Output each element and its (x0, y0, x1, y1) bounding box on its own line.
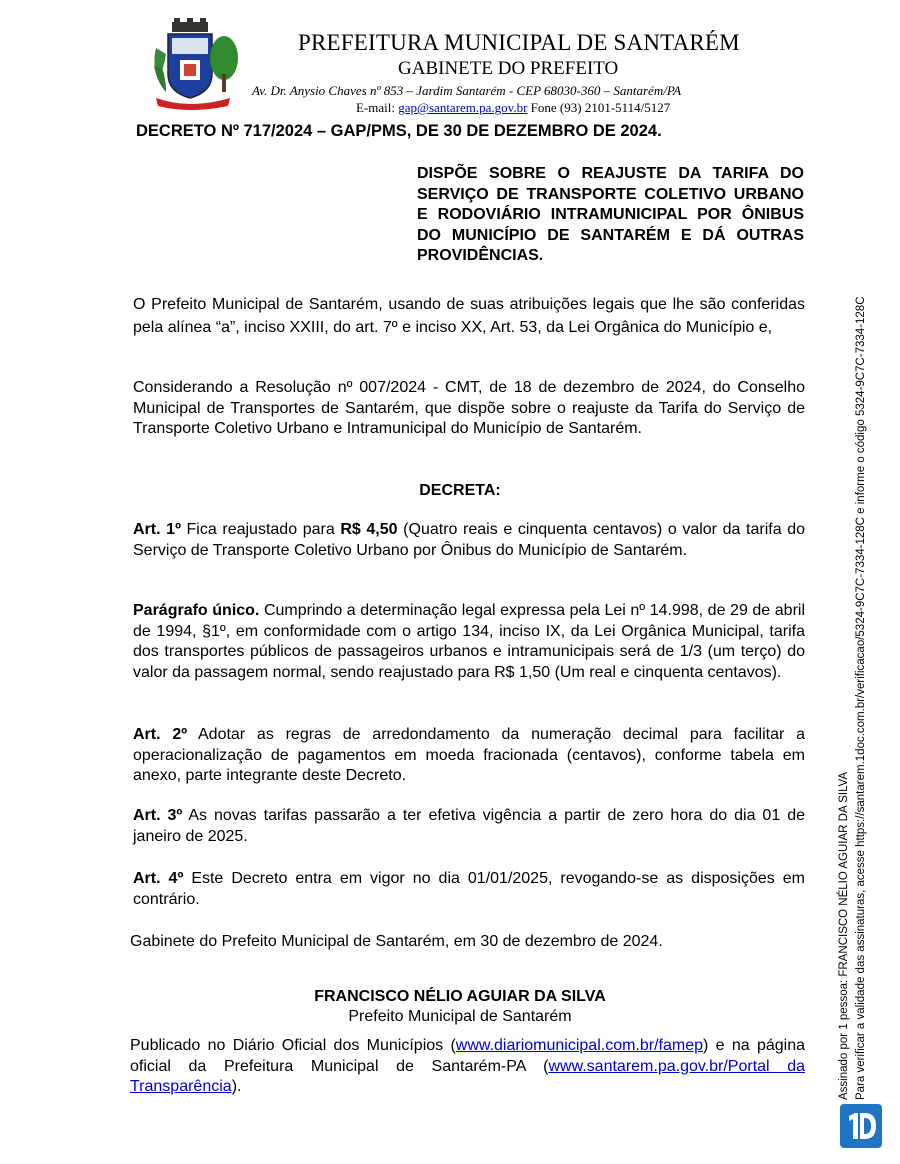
signature-stamp-signed-by: Assinado por 1 pessoa: FRANCISCO NÉLIO AGUIAR DA SILVA (838, 771, 850, 1100)
publication-text-b: ) e na página oficial da Prefeitura Municipal de Santarém-PA ( (130, 1037, 806, 1075)
portal-transparencia-link[interactable]: www.santarem.pa.gov.br/Portal da Transparência (130, 1057, 805, 1095)
decree-ementa: DISPÕE SOBRE O REAJUSTE DA TARIFA DO SERVIÇO DE TRANSPORTE COLETIVO URBANO E RODOVIÁRIO INTRAMUNICIPAL POR ÔNIBUS DO MUNICÍPIO DE SANTARÉM E DÁ OUTRAS PROVIDÊNCIAS. (417, 165, 804, 264)
preamble-paragraph: O Prefeito Municipal de Santarém, usando de suas atribuições legais que lhe são conferidas pela alínea “a”, inciso XXIII, do art. 7º e inciso XX, Art. 53, da Lei Orgânica do Município e, (133, 296, 805, 336)
article-1-text-a: Fica reajustado para (180, 521, 341, 538)
article-4 (133, 869, 805, 910)
decree-title: DECRETO Nº 717/2024 – GAP/PMS, DE 30 DE DEZEMBRO DE 2024. (136, 122, 662, 140)
email-link[interactable]: gap@santarem.pa.gov.br (398, 100, 528, 115)
publication-text-c: ). (231, 1078, 242, 1095)
article-1-value: R$ 4,50 (340, 521, 398, 538)
article-2-label: Art. 2º (133, 726, 188, 743)
letterhead (150, 14, 790, 115)
article-1 (133, 520, 805, 561)
signature-stamp (836, 296, 880, 1120)
header-contact (356, 100, 670, 116)
signer-name: FRANCISCO NÉLIO AGUIAR DA SILVA (314, 988, 606, 1005)
article-2-text: Adotar as regras de arredondamento da numeração decimal para facilitar a operacionalização de pagamentos em moeda fracionada (centavos), conforme tabela em anexo, parte integrante deste Decreto. (133, 726, 805, 784)
publication-text-a: Publicado no Diário Oficial dos Municípios ( (130, 1037, 456, 1054)
paragrafo-unico (133, 601, 805, 683)
header-address: Av. Dr. Anysio Chaves nº 853 – Jardim Santarém - CEP 68030-360 – Santarém/PA (252, 83, 682, 98)
publication-note (130, 1036, 805, 1098)
1doc-logo-icon (840, 1104, 882, 1148)
paragrafo-unico-text: Cumprindo a determinação legal expressa pela Lei nº 14.998, de 29 de abril de 1994, §1º, em conformidade com o artigo 134, inciso IX, da Lei Orgânica Municipal, tarifa dos transportes públicos de passageiros urbanos e intramunicipais será de 1/3 (um terço) do valor da passagem normal, sendo reajustado para R$ 1,50 (Um real e cinquenta centavos). (133, 602, 806, 681)
decreta-heading: DECRETA: (419, 482, 501, 499)
municipal-coat-of-arms (150, 18, 240, 110)
article-3-label: Art. 3º (133, 807, 183, 824)
signature-stamp-verification[interactable]: Para verificar a validade das assinaturas, acesse https://santarem.1doc.com.br/verificacao/5324-9C7C-7334-128C e informe o código 5324-9C7C-7334-128C (855, 296, 867, 1100)
article-4-text: Este Decreto entra em vigor no dia 01/01/2025, revogando-se as disposições em contrário. (133, 870, 806, 908)
considering-paragraph: Considerando a Resolução nº 007/2024 - CMT, de 18 de dezembro de 2024, do Conselho Municipal de Transportes de Santarém, que dispõe sobre o reajuste da Tarifa do Serviço de Transporte Coletivo Urbano e Intramunicipal do Município de Santarém. (133, 379, 805, 437)
article-4-label: Art. 4º (133, 870, 184, 887)
header-title: PREFEITURA MUNICIPAL DE SANTARÉM (298, 30, 740, 55)
article-3-text: As novas tarifas passarão a ter efetiva vigência a partir de zero hora do dia 01 de janeiro de 2025. (133, 807, 805, 845)
closing-line: Gabinete do Prefeito Municipal de Santarém, em 30 de dezembro de 2024. (130, 933, 663, 950)
article-1-text-b: (Quatro reais e cinquenta centavos) o valor da tarifa do Serviço de Transporte Coletivo Urbano por Ônibus do Município de Santarém. (133, 521, 806, 559)
article-1-label: Art. 1º (133, 521, 181, 538)
header-subtitle: GABINETE DO PREFEITO (398, 58, 619, 79)
article-2 (133, 725, 805, 787)
email-label: E-mail: (356, 100, 399, 115)
signer-role: Prefeito Municipal de Santarém (348, 1008, 572, 1025)
paragrafo-unico-label: Parágrafo único. (133, 602, 260, 619)
diario-municipal-link[interactable]: www.diariomunicipal.com.br/famep (455, 1037, 703, 1054)
article-3 (133, 806, 805, 847)
phone-text: Fone (93) 2101-5114/5127 (527, 100, 671, 115)
